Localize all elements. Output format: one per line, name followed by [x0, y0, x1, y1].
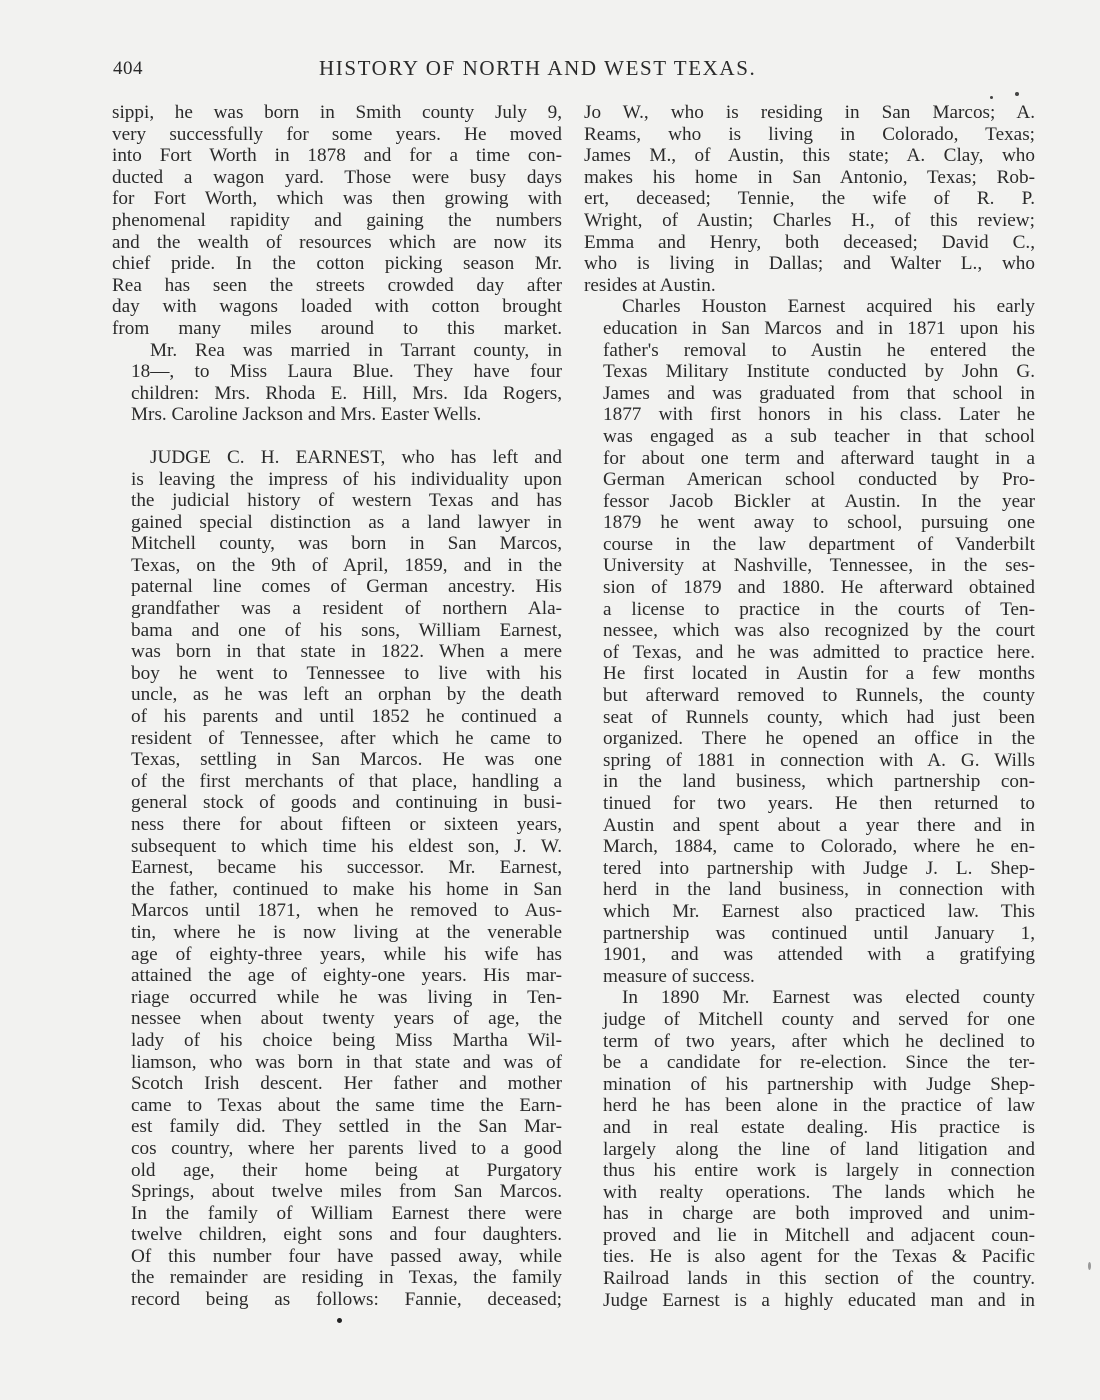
text-line: Texas, on the 9th of April, 1859, and in the [131, 554, 562, 576]
paragraph-education-career [584, 296, 1035, 987]
text-line: is leaving the impress of his individuality upon [131, 468, 562, 490]
text-line: fessor Jacob Bickler at Austin. In the year [603, 490, 1035, 512]
text-line: Mr. Rea was married in Tarrant county, in [150, 339, 562, 361]
text-line: in the land business, which partnership con- [603, 771, 1035, 793]
text-line: from many miles around to this market. [112, 317, 562, 339]
text-line: term of two years, after which he declined to [603, 1030, 1035, 1052]
text-line: Texas Military Institute conducted by John G. [603, 361, 1035, 383]
text-line: bama and one of his sons, William Earnest, [131, 619, 562, 641]
paragraph-earnest-intro [112, 447, 562, 1311]
text-line: Mitchell county, was born in San Marcos, [131, 533, 562, 555]
text-line: In the family of William Earnest there were [131, 1202, 562, 1224]
text-line: who is living in Dallas; and Walter L., who [584, 253, 1035, 275]
text-line: resident of Tennessee, after which he came to [131, 727, 562, 749]
text-line: tered into partnership with Judge J. L. Shep- [603, 857, 1035, 879]
text-line: but afterward removed to Runnels, the county [603, 685, 1035, 707]
text-line: Judge Earnest is a highly educated man and in [603, 1289, 1035, 1311]
text-line: In 1890 Mr. Earnest was elected county [622, 987, 1035, 1009]
text-line: ties. He is also agent for the Texas & Pacific [603, 1246, 1035, 1268]
text-line: sion of 1879 and 1880. He afterward obtained [603, 577, 1035, 599]
text-line: into Fort Worth in 1878 and for a time con- [112, 145, 562, 167]
text-line: 1877 with first honors in his class. Later he [603, 404, 1035, 426]
text-line: chief pride. In the cotton picking season Mr. [112, 253, 562, 275]
text-line: with realty operations. The lands which he [603, 1181, 1035, 1203]
text-line: record being as follows: Fannie, deceased; [131, 1289, 562, 1311]
text-line: ert, deceased; Tennie, the wife of R. P. [584, 188, 1035, 210]
text-line: of his parents and until 1852 he continued a [131, 706, 562, 728]
text-line: old age, their home being at Purgatory [131, 1159, 562, 1181]
text-line: cos country, where her parents lived to a good [131, 1137, 562, 1159]
text-line: seat of Runnels county, which had just been [603, 706, 1035, 728]
text-line: Jo W., who is residing in San Marcos; A. [584, 102, 1035, 123]
text-line: Springs, about twelve miles from San Marcos. [131, 1181, 562, 1203]
text-line: was engaged as a sub teacher in that school [603, 425, 1035, 447]
text-line: Of this number four have passed away, while [131, 1245, 562, 1267]
text-line: attained the age of eighty-one years. His mar- [131, 965, 562, 987]
text-line: nessee, which was also recognized by the court [603, 620, 1035, 642]
text-line: which Mr. Earnest also practiced law. This [603, 900, 1035, 922]
text-line: very successfully for some years. He moved [112, 123, 562, 145]
text-line: liamson, who was born in that state and was of [131, 1051, 562, 1073]
text-line: father's removal to Austin he entered the [603, 339, 1035, 361]
text-line: Earnest, became his successor. Mr. Earnest, [131, 857, 562, 879]
text-line: tin, where he is now living at the venerable [131, 921, 562, 943]
text-line: est family did. They settled in the San Mar- [131, 1116, 562, 1138]
text-line: children: Mrs. Rhoda E. Hill, Mrs. Ida Rogers, [131, 382, 562, 404]
paragraph-family-record [584, 102, 1035, 296]
text-line: 18—, to Miss Laura Blue. They have four [131, 361, 562, 383]
text-line: Marcos until 1871, when he removed to Aus- [131, 900, 562, 922]
right-column [584, 102, 1035, 1311]
text-line: makes his home in San Antonio, Texas; Rob- [584, 166, 1035, 188]
text-line: has in charge are both improved and unim- [603, 1203, 1035, 1225]
text-line: Rea has seen the streets crowded day after [112, 274, 562, 296]
text-line: boy he went to Tennessee to live with his [131, 662, 562, 684]
text-line: and in real estate dealing. His practice is [603, 1116, 1035, 1138]
paragraph-rea-business [112, 102, 562, 340]
text-line: University at Nashville, Tennessee, in the ses- [603, 555, 1035, 577]
text-line: measure of success. [603, 965, 755, 987]
text-line: partnership was continued until January 1, [603, 922, 1035, 944]
text-line: Reams, who is living in Colorado, Texas; [584, 123, 1035, 145]
print-speck [1088, 1262, 1091, 1270]
text-line: for Fort Worth, which was then growing with [112, 188, 562, 210]
text-line: was born in that state in 1822. When a mere [131, 641, 562, 663]
text-line: riage occurred while he was living in Ten- [131, 986, 562, 1008]
text-line: of Texas, and he was admitted to practice here. [603, 641, 1035, 663]
print-speck [990, 96, 993, 99]
text-line: Emma and Henry, both deceased; David C., [584, 231, 1035, 253]
text-line: paternal line comes of German ancestry. His [131, 576, 562, 598]
text-line: subsequent to which time his eldest son, J. W. [131, 835, 562, 857]
text-line: herd in the land business, in connection with [603, 879, 1035, 901]
text-line: resides at Austin. [584, 274, 716, 296]
text-line: and the wealth of resources which are now its [112, 231, 562, 253]
text-line: Texas, settling in San Marcos. He was one [131, 749, 562, 771]
text-line: be a candidate for re-election. Since the ter- [603, 1052, 1035, 1074]
text-line: JUDGE C. H. EARNEST, who has left and [150, 446, 562, 468]
text-line: tinued for two years. He then returned to [603, 793, 1035, 814]
page-number: 404 [113, 58, 143, 79]
text-line: lady of his choice being Miss Martha Wil- [131, 1029, 562, 1051]
text-line: ducted a wagon yard. Those were busy days [112, 166, 562, 188]
text-line: 1901, and was attended with a gratifying [603, 944, 1035, 966]
text-line: Charles Houston Earnest acquired his early [622, 296, 1035, 318]
text-line: phenomenal rapidity and gaining the numbers [112, 209, 562, 231]
text-line: organized. There he opened an office in the [603, 728, 1035, 750]
text-line: Wright, of Austin; Charles H., of this review; [584, 209, 1035, 231]
text-line: sippi, he was born in Smith county July 9, [112, 102, 562, 123]
text-line: Scotch Irish descent. Her father and mother [131, 1073, 562, 1095]
text-line: for about one term and afterward taught in a [603, 447, 1035, 469]
text-line: largely along the line of land litigation and [603, 1138, 1035, 1160]
paragraph-county-judge [584, 987, 1035, 1311]
text-line: ness there for about fifteen or sixteen years, [131, 814, 562, 835]
paragraph-rea-marriage [112, 340, 562, 426]
text-line: Railroad lands in this section of the country. [603, 1268, 1035, 1290]
text-line: He first located in Austin for a few months [603, 663, 1035, 685]
text-line: came to Texas about the same time the Earn- [131, 1094, 562, 1116]
text-line: uncle, as he was left an orphan by the death [131, 684, 562, 706]
text-line: nessee when about twenty years of age, the [131, 1008, 562, 1030]
text-line: age of eighty-three years, while his wife has [131, 943, 562, 965]
print-speck [1015, 92, 1019, 96]
text-line: Mrs. Caroline Jackson and Mrs. Easter Wells. [131, 404, 482, 426]
text-line: of the first merchants of that place, handling a [131, 770, 562, 792]
text-line: twelve children, eight sons and four daughters. [131, 1224, 562, 1246]
page-footer-dot [337, 1318, 342, 1323]
text-line: proved and lie in Mitchell and adjacent coun- [603, 1224, 1035, 1246]
text-line: James M., of Austin, this state; A. Clay, who [584, 145, 1035, 167]
text-line: judge of Mitchell county and served for one [603, 1008, 1035, 1030]
text-line: the remainder are residing in Texas, the family [131, 1267, 562, 1289]
text-line: course in the law department of Vanderbilt [603, 533, 1035, 555]
text-line: March, 1884, came to Colorado, where he en- [603, 836, 1035, 858]
text-line: 1879 he went away to school, pursuing one [603, 512, 1035, 534]
text-line: mination of his partnership with Judge Shep- [603, 1073, 1035, 1095]
text-line: day with wagons loaded with cotton brought [112, 296, 562, 318]
text-line: spring of 1881 in connection with A. G. Wills [603, 749, 1035, 771]
text-line: gained special distinction as a land lawyer in [131, 511, 562, 533]
text-line: herd he has been alone in the practice of law [603, 1095, 1035, 1117]
text-line: James and was graduated from that school in [603, 382, 1035, 404]
text-line: Austin and spent about a year there and in [603, 814, 1035, 836]
text-line: general stock of goods and continuing in busi- [131, 792, 562, 814]
text-line: German American school conducted by Pro- [603, 469, 1035, 491]
text-line: the judicial history of western Texas and has [131, 490, 562, 512]
running-title: HISTORY OF NORTH AND WEST TEXAS. [319, 56, 757, 80]
text-line: grandfather was a resident of northern Ala- [131, 598, 562, 620]
text-line: the father, continued to make his home in San [131, 878, 562, 900]
text-line: a license to practice in the courts of Ten- [603, 598, 1035, 620]
left-column [112, 102, 562, 1311]
text-line: education in San Marcos and in 1871 upon his [603, 317, 1035, 339]
text-line: thus his entire work is largely in connection [603, 1160, 1035, 1182]
page-header [113, 56, 1033, 86]
